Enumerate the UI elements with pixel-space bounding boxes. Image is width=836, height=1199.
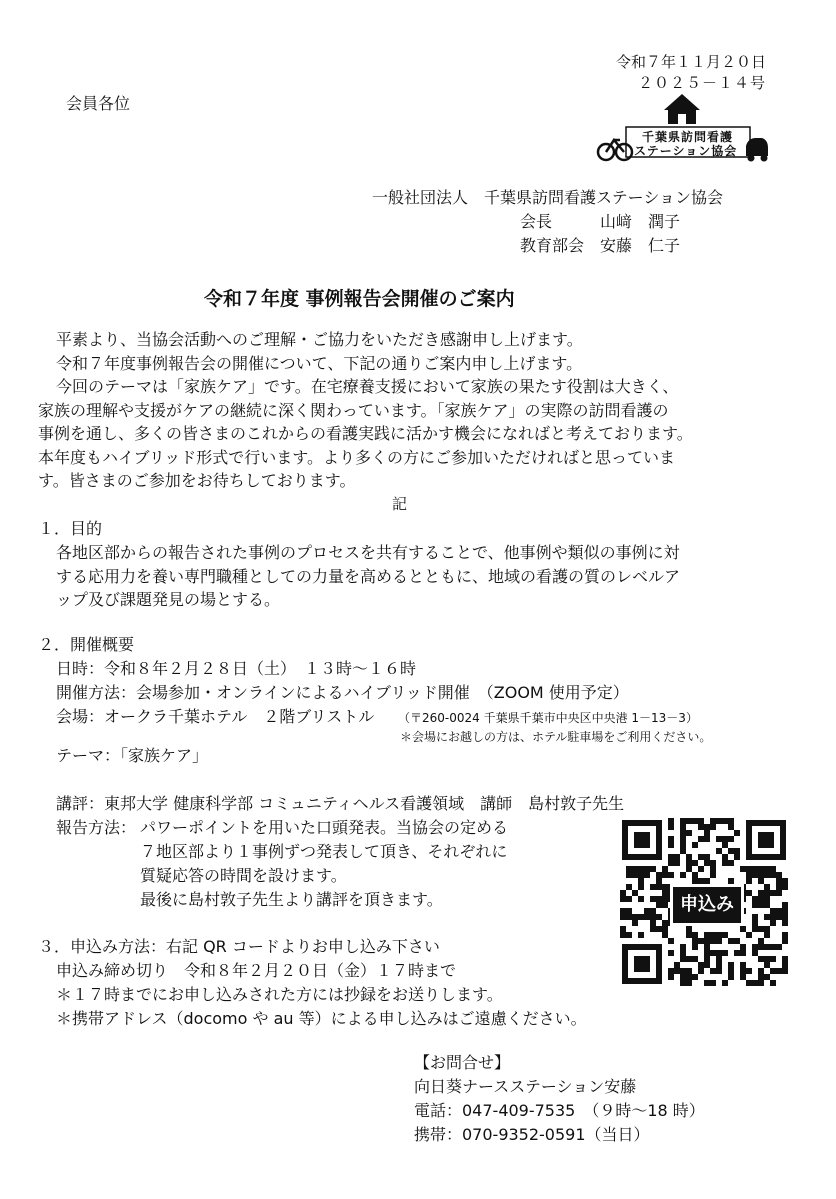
application-note-mobile: ＊携帯アドレス（docomo や au 等）による申し込みはご遠慮ください。 <box>56 1009 587 1028</box>
report-method-line: 質疑応答の時間を設けます。 <box>140 866 347 885</box>
intro-paragraph <box>38 328 794 493</box>
event-lecturer: 講評：東邦大学 健康科学部 コミュニティヘルス看護領域 講師 島村敦子先生 <box>56 794 625 813</box>
section1-line: 各地区部からの報告された事例のプロセスを共有することで、他事例や類似の事例に対 <box>56 543 680 562</box>
intro-line: 家族の理解や支援がケアの継続に深く関わっています。「家族ケア」の実際の訪問看護の <box>38 400 669 420</box>
sender-organization: 一般社団法人 千葉県訪問看護ステーション協会 <box>372 188 724 207</box>
issue-date: 令和７年１１月２０日 <box>615 53 766 71</box>
event-venue: 会場：オークラ千葉ホテル ２階ブリストル <box>56 707 375 726</box>
event-datetime: 日時：令和８年２月２８日（土） １３時～１６時 <box>56 659 417 678</box>
section1-body <box>56 541 796 612</box>
section1-line: する応用力を養い専門職種としての力量を高めるとともに、地域の看護の質のレベルア <box>56 566 681 586</box>
contact-phone: 電話：047-409-7535 （９時～18 時） <box>414 1101 705 1120</box>
sender-role-education: 教育部会 <box>520 236 585 255</box>
application-deadline: 申込み締め切り 令和８年２月２０日（金）１７時まで <box>56 961 457 980</box>
ki-marker: 記 <box>392 495 408 513</box>
intro-line: 事例を通し、多くの皆さまのこれからの看護実践に活かす機会になればと考えております。 <box>38 424 693 443</box>
section2-heading: ２．開催概要 <box>38 635 135 654</box>
sender-role-president: 会長 <box>520 212 553 231</box>
logo-text-line2: ステーション協会 <box>634 144 738 158</box>
sender-name-president: 山﨑 潤子 <box>600 212 681 231</box>
report-method-line: ７地区部より１事例ずつ発表して頂き、それぞれに <box>140 842 508 861</box>
report-method-line: パワーポイントを用いた口頭発表。当協会の定める <box>140 818 509 837</box>
contact-mobile: 携帯：070-9352-0591（当日） <box>414 1125 650 1144</box>
application-note-abstract: ＊１７時までにお申し込みされた方には抄録をお送りします。 <box>56 985 503 1004</box>
event-method: 開催方法：会場参加・オンラインによるハイブリッド開催 （ZOOM 使用予定） <box>56 683 629 702</box>
venue-address: （〒260-0024 千葉県千葉市中央区中央港 1－13－3） <box>398 711 698 725</box>
intro-line: 今回のテーマは「家族ケア」です。在宅療養支援において家族の果たす役割は大きく、 <box>56 377 679 396</box>
contact-heading: 【お問合せ】 <box>414 1053 511 1072</box>
association-logo <box>596 92 770 168</box>
section1-heading: １．目的 <box>38 519 103 538</box>
qr-label: 申込み <box>670 884 744 926</box>
intro-line: 令和７年度事例報告会の開催について、下記の通りご案内申し上げます。 <box>56 353 583 373</box>
logo-text-line1: 千葉県訪問看護 <box>642 130 734 144</box>
intro-line: 本年度もハイブリッド形式で行います。より多くの方にご参加いただければと思っていま <box>38 447 675 467</box>
page-title: 令和７年度 事例報告会開催のご案内 <box>204 288 515 310</box>
contact-name: 向日葵ナースステーション安藤 <box>414 1077 637 1096</box>
sender-name-education: 安藤 仁子 <box>600 236 681 255</box>
intro-line: 平素より、当協会活動へのご理解・ご協力をいただき感謝申し上げます。 <box>56 330 583 349</box>
recipient: 会員各位 <box>66 94 131 113</box>
registration-qr-code[interactable] <box>620 818 788 986</box>
document-number: ２０２５－１４号 <box>637 74 766 92</box>
event-theme: テーマ：「家族ケア」 <box>56 746 209 765</box>
report-method-label: 報告方法： <box>56 818 137 837</box>
report-method-line: 最後に島村敦子先生より講評を頂きます。 <box>140 890 443 909</box>
section1-line: ップ及び課題発見の場とする。 <box>56 590 281 609</box>
intro-line: す。皆さまのご参加をお待ちしております。 <box>38 471 356 490</box>
venue-parking-note: ＊会場にお越しの方は、ホテル駐車場をご利用ください。 <box>400 730 712 744</box>
section3-heading: ３．申込み方法：右記 QR コードよりお申し込み下さい <box>38 937 440 956</box>
